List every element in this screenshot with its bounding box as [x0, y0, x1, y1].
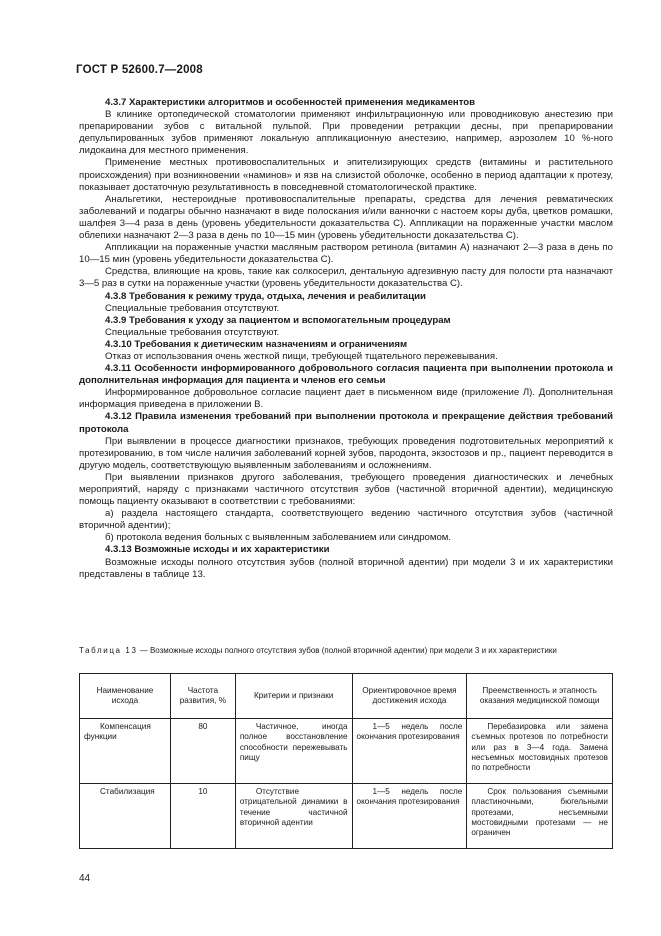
outcomes-table — [79, 673, 613, 849]
column-header: Преемственность и этапность оказания медицинской помощи — [467, 674, 613, 719]
table-caption — [79, 646, 613, 656]
cell-criteria: Отсутствие отрицательной динамики в течение частичной вторичной адентии — [239, 787, 348, 827]
section-heading: 4.3.11 Особенности информированного добровольного согласия пациента при выполнении протокола и дополнительная информация для пациента и членов его семьи — [79, 363, 613, 387]
document-code: ГОСТ Р 52600.7—2008 — [76, 64, 203, 76]
section-heading: 4.3.12 Правила изменения требований при выполнении протокола и прекращение действия требований протокола — [79, 411, 613, 435]
paragraph: Информированное добровольное согласие пациент дает в письменном виде (приложение Л). Дополнительная информация приведена в приложении В. — [79, 387, 613, 411]
table-row — [80, 784, 613, 849]
table-row — [80, 719, 613, 784]
paragraph: При выявлении в процессе диагностики признаков, требующих проведения подготовительных мероприятий к протезированию, в том числе наличия заболеваний корней зубов, пародонта, экзостозов и пр., пациент переводится в другую модель, соответствующую выявленным заболеваниям и осложнениям. — [79, 435, 613, 471]
cell-time: 1—5 недель после окончания протезирования — [356, 722, 463, 742]
cell-criteria: Частичное, иногда полное восстановление способности пережевывать пищу — [239, 722, 348, 762]
paragraph: Применение местных противовоспалительных и эпителизирующих средств (витамины и растительного происхождения) при возникновении «наминов» и язв на слизистой оболочке, особенно в период адаптации к протезу, показывает достаточную результативность в повседневной стоматологической практике. — [79, 157, 613, 193]
paragraph: В клинике ортопедической стоматологии применяют инфильтрационную или проводниковую анестезию при препарировании зубов с витальной пульпой. При проведении ретракции десны, при препарировании депульпированных зубов применяют локальную аппликационную анестезию, например, аэрозолем 10 %-ного лидокаина для местного применения. — [79, 109, 613, 157]
paragraph: Аппликации на пораженные участки масляным раствором ретинола (витамин А) назначают 2—3 раза в день по 10—15 мин (уровень убедительности доказательства С). — [79, 242, 613, 266]
table-caption-label: Таблица 13 — [79, 646, 138, 655]
cell-continuity: Срок пользования съемными пластиночными, бюгельными протезами, несъемными мостовидными протезами — не ограничен — [471, 787, 608, 838]
paragraph: Возможные исходы полного отсутствия зубов (полной вторичной адентии) при модели 3 и их характеристики представлены в таблице 13. — [79, 556, 613, 580]
paragraph: Отказ от использования очень жесткой пищи, требующей тщательного пережевывания. — [105, 350, 498, 362]
cell-continuity: Перебазировка или замена съемных протезов по потребности или раз в 3—4 года. Замена несъемных мостовидных протезов по потребности — [471, 722, 608, 773]
list-item: а) раздела настоящего стандарта, соответствующего ведению частичного отсутствия зубов (частичной вторичной адентии); — [79, 508, 613, 532]
body-text — [79, 97, 613, 581]
list-item: б) протокола ведения больных с выявленным заболеванием или синдромом. — [105, 532, 452, 544]
table-caption-text: — Возможные исходы полного отсутствия зубов (полной вторичной адентии) при модели 3 и их характеристики — [137, 646, 557, 655]
section-heading: 4.3.7 Характеристики алгоритмов и особенностей применения медикаментов — [105, 97, 476, 108]
cell-outcome-name: Стабилизация — [100, 787, 155, 796]
page-number: 44 — [79, 873, 91, 884]
cell-frequency: 80 — [198, 722, 208, 731]
section-heading: 4.3.13 Возможные исходы и их характеристики — [105, 544, 330, 556]
column-header: Ориентировочное время достижения исхода — [352, 674, 467, 719]
cell-time: 1—5 недель после окончания протезирования — [356, 787, 463, 807]
paragraph: Специальные требования отсутствуют. — [105, 302, 280, 314]
column-header: Критерии и признаки — [235, 674, 352, 719]
cell-outcome-name: Компенсация функции — [84, 722, 151, 742]
column-header: Наименование исхода — [80, 674, 171, 719]
section-heading: 4.3.10 Требования к диетическим назначениям и ограничениям — [105, 338, 408, 350]
paragraph: Средства, влияющие на кровь, такие как солкосерил, дентальную адгезивную пасту для полости рта назначают 3—5 раз в сутки на пораженные участки (уровень убедительности доказательства С). — [79, 266, 613, 290]
column-header: Частота развития, % — [170, 674, 235, 719]
section-heading: 4.3.8 Требования к режиму труда, отдыха, лечения и реабилитации — [105, 290, 426, 302]
paragraph: Анальгетики, нестероидные противовоспалительные препараты, средства для лечения ревматических заболеваний и подагры обычно назначают в виде полоскания и/или ванночки с настоем коры дуба, цветков ромашки, шалфея 3—4 раза в день (уровень убедительности доказательства С). Аппликации на пораженные участки маслом облепихи назначают 2—3 раза в день по 10—15 мин (уровень убедительности доказательства С). — [79, 193, 613, 242]
table-header-row — [80, 674, 613, 719]
paragraph: При выявлении признаков другого заболевания, требующего проведения диагностических и лечебных мероприятий, наряду с признаками частичного отсутствия зубов (частичной вторичной адентии), медицинскую помощь пациенту оказывают в соответствии с требованиями: — [79, 471, 613, 508]
section-heading: 4.3.9 Требования к уходу за пациентом и вспомогательным процедурам — [105, 314, 451, 326]
cell-frequency: 10 — [198, 787, 208, 796]
paragraph: Специальные требования отсутствуют. — [105, 326, 280, 338]
